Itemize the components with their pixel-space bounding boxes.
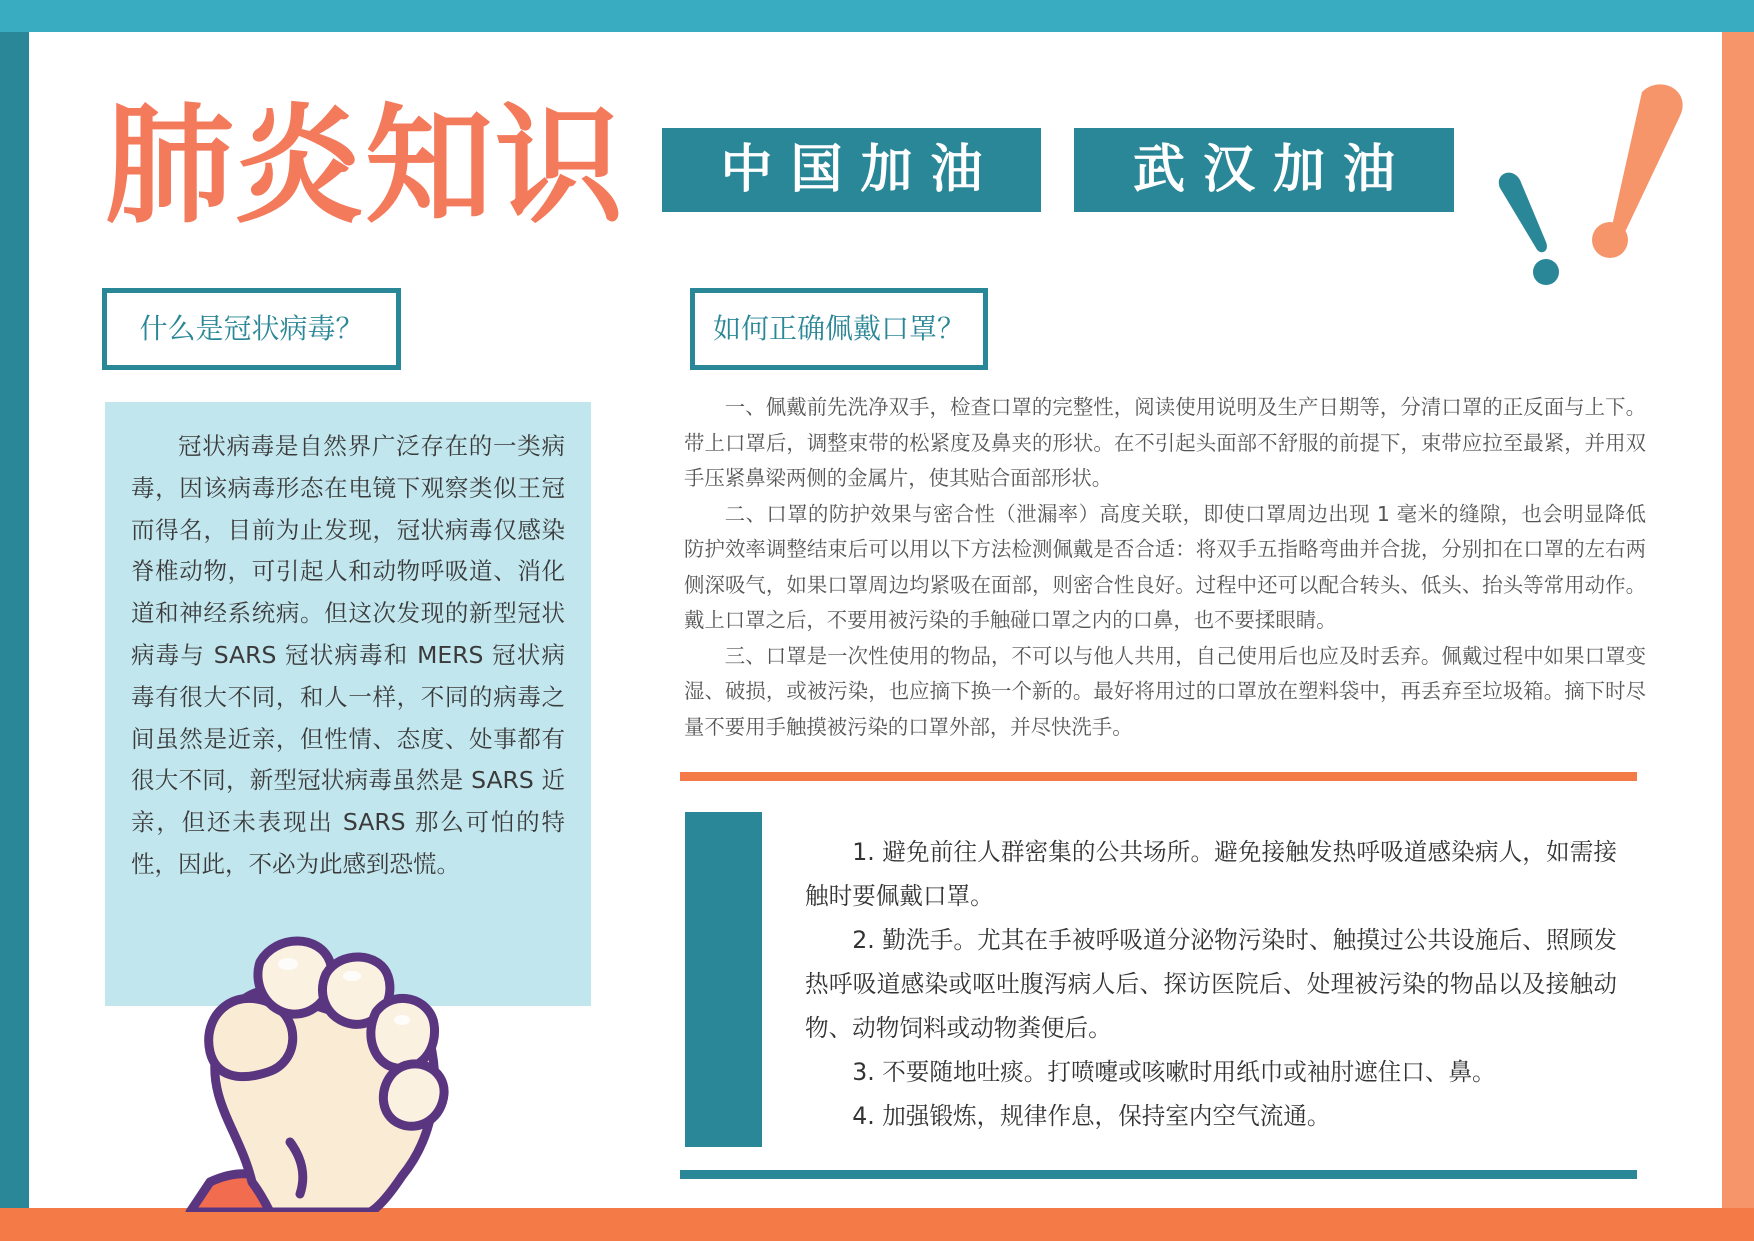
frame-bottom-bar bbox=[0, 1208, 1754, 1241]
coronavirus-body-text: 冠状病毒是自然界广泛存在的一类病毒，因该病毒形态在电镜下观察类似王冠而得名，目前为止发现，冠状病毒仅感染脊椎动物，可引起人和动物呼吸道、消化道和神经系统病。但这次发现的新型冠状病毒与 SARS 冠状病毒和 MERS 冠状病毒有很大不同，和人一样，不同的病毒之间虽然是近亲，但性情、态度、处事都有很大不同，新型冠状病毒虽然是 SARS 近亲，但还未表现出 SARS 那么可怕的特性，因此，不必为此感到恐慌。 bbox=[131, 432, 565, 878]
mask-paragraph: 一、佩戴前先洗净双手，检查口罩的完整性，阅读使用说明及生产日期等，分清口罩的正反面与上下。带上口罩后，调整束带的松紧度及鼻夹的形状。在不引起头面部不舒服的前提下，束带应拉至最紧，并用双手压紧鼻梁两侧的金属片，使其贴合面部形状。 bbox=[684, 395, 1646, 490]
frame-right-bar bbox=[1722, 32, 1754, 1210]
mask-paragraph: 三、口罩是一次性使用的物品，不可以与他人共用，自己使用后也应及时丢弃。佩戴过程中如果口罩变湿、破损，或被污染，也应摘下换一个新的。最好将用过的口罩放在塑料袋中，再丢弃至垃圾箱。摘下时尽量不要用手触摸被污染的口罩外部，并尽快洗手。 bbox=[684, 643, 1646, 739]
coronavirus-panel bbox=[105, 402, 591, 1006]
page-title: 肺炎知识 bbox=[105, 92, 626, 241]
exclamation-orange-icon bbox=[1580, 80, 1690, 260]
tip-item: 1. 避免前往人群密集的公共场所。避免接触发热呼吸道感染病人，如需接触时要佩戴口罩。 bbox=[805, 838, 1617, 910]
exclamation-teal-icon bbox=[1490, 172, 1570, 292]
slogan-wuhan: 武汉加油 bbox=[1074, 128, 1454, 212]
frame-left-bar bbox=[0, 32, 29, 1210]
coronavirus-heading: 什么是冠状病毒？ bbox=[102, 288, 401, 370]
mask-heading: 如何正确佩戴口罩？ bbox=[690, 288, 988, 370]
slogan-china: 中国加油 bbox=[662, 128, 1041, 212]
tips-accent-block bbox=[685, 812, 762, 1147]
divider-teal bbox=[680, 1170, 1637, 1179]
tip-item: 2. 勤洗手。尤其在手被呼吸道分泌物污染时、触摸过公共设施后、照顾发热呼吸道感染或呕吐腹泻病人后、探访医院后、处理被污染的物品以及接触动物、动物饲料或动物粪便后。 bbox=[805, 926, 1617, 1042]
prevention-tips bbox=[805, 830, 1617, 1138]
divider-orange bbox=[680, 772, 1637, 781]
mask-instructions bbox=[684, 390, 1646, 745]
frame-top-bar bbox=[0, 0, 1754, 32]
mask-paragraph: 二、口罩的防护效果与密合性（泄漏率）高度关联，即使口罩周边出现 1 毫米的缝隙，也会明显降低防护效率调整结束后可以用以下方法检测佩戴是否合适：将双手五指略弯曲并合拢，分别扣在口罩的左右两侧深吸气，如果口罩周边均紧吸在面部，则密合性良好。过程中还可以配合转头、低头、抬头等常用动作。戴上口罩之后，不要用被污染的手触碰口罩之内的口鼻，也不要揉眼睛。 bbox=[684, 501, 1646, 632]
raised-fist-icon bbox=[180, 932, 500, 1212]
tip-item: 4. 加强锻炼，规律作息，保持室内空气流通。 bbox=[852, 1102, 1331, 1130]
tip-item: 3. 不要随地吐痰。打喷嚏或咳嗽时用纸巾或袖肘遮住口、鼻。 bbox=[852, 1058, 1496, 1086]
